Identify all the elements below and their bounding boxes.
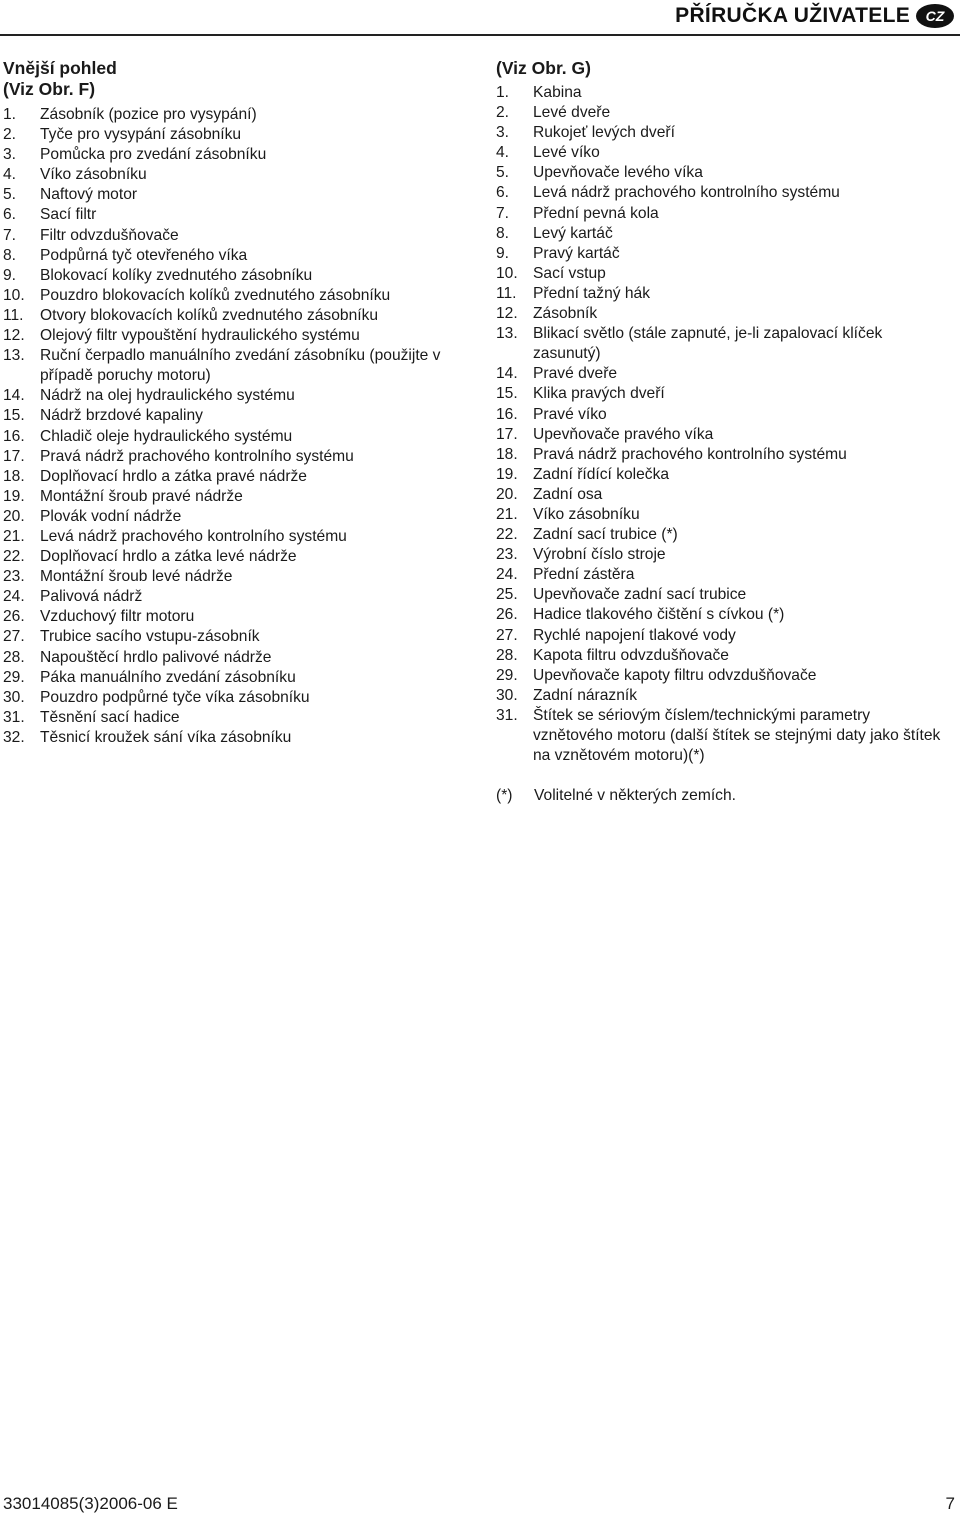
left-item-list: [3, 105, 473, 748]
left-title-line1: Vnější pohled: [3, 58, 117, 78]
item-text: Otvory blokovacích kolíků zvednutého zásobníku: [40, 306, 379, 324]
item-number: 6.: [3, 206, 17, 224]
item-text: Ruční čerpadlo manuálního zvedání zásobníku (použijte v případě poruchy motoru): [40, 347, 441, 385]
list-item: [3, 306, 473, 326]
list-item: [496, 224, 946, 244]
left-section-title: [3, 58, 473, 100]
item-text: Sací filtr: [40, 206, 97, 224]
item-number: 22.: [3, 548, 25, 566]
item-text: Levé víko: [533, 144, 600, 162]
list-item: [3, 507, 473, 527]
item-text: Zadní nárazník: [533, 686, 638, 704]
item-number: 10.: [3, 286, 25, 304]
item-number: 26.: [496, 606, 518, 624]
item-text: Plovák vodní nádrže: [40, 507, 182, 525]
list-item: [496, 425, 946, 445]
item-number: 1.: [496, 84, 510, 101]
item-text: Klika pravých dveří: [533, 385, 665, 403]
item-text: Doplňovací hrdlo a zátka pravé nádrže: [40, 467, 307, 485]
list-item: [3, 427, 473, 447]
item-text: Rukojeť levých dveří: [533, 124, 675, 142]
item-text: Levé dveře: [533, 104, 611, 122]
item-text: Přední pevná kola: [533, 204, 659, 222]
item-number: 24.: [3, 588, 25, 606]
item-text: Pravé víko: [533, 405, 607, 423]
item-text: Pravé dveře: [533, 365, 618, 383]
item-text: Upevňovače levého víka: [533, 164, 703, 182]
right-item-list: [496, 83, 946, 766]
item-number: 16.: [496, 405, 518, 423]
item-number: 10.: [496, 264, 518, 282]
page-footer: [3, 1494, 955, 1514]
item-text: Zadní osa: [533, 485, 603, 503]
list-item: [496, 284, 946, 304]
list-item: [496, 666, 946, 686]
item-text: Napouštěcí hrdlo palivové nádrže: [40, 648, 272, 666]
item-number: 23.: [496, 546, 518, 564]
item-number: 19.: [3, 487, 25, 505]
item-number: 25.: [496, 586, 518, 604]
list-item: [496, 304, 946, 324]
header-title: PŘÍRUČKA UŽIVATELE: [675, 4, 910, 27]
list-item: [3, 587, 473, 607]
list-item: [3, 467, 473, 487]
list-item: [496, 123, 946, 143]
item-number: 2.: [3, 126, 17, 144]
item-text: Zásobník: [533, 305, 598, 323]
list-item: [3, 547, 473, 567]
list-item: [3, 246, 473, 266]
item-number: 6.: [496, 184, 510, 202]
list-item: [496, 83, 946, 103]
item-text: Štítek se sériovým číslem/technickými parametry vznětového motoru (další štítek se stejnými daty jako štítek na vznětovém motoru)(*): [533, 706, 941, 765]
list-item: [3, 728, 473, 748]
list-item: [3, 527, 473, 547]
list-item: [496, 646, 946, 666]
item-number: 8.: [496, 224, 510, 242]
item-number: 8.: [3, 246, 17, 264]
item-number: 27.: [496, 626, 518, 644]
item-number: 11.: [496, 284, 517, 302]
list-item: [496, 525, 946, 545]
item-text: Přední zástěra: [533, 566, 635, 584]
list-item: [3, 105, 473, 125]
list-item: [3, 326, 473, 346]
item-number: 7.: [496, 204, 510, 222]
item-text: Podpůrná tyč otevřeného víka: [40, 246, 248, 264]
list-item: [496, 686, 946, 706]
item-text: Doplňovací hrdlo a zátka levé nádrže: [40, 548, 297, 566]
item-text: Pravá nádrž prachového kontrolního systému: [533, 445, 847, 463]
list-item: [496, 626, 946, 646]
list-item: [3, 487, 473, 507]
item-number: 15.: [496, 385, 518, 403]
item-number: 28.: [3, 648, 25, 666]
list-item: [3, 708, 473, 728]
document-code: 33014085(3)2006-06 E: [3, 1494, 178, 1513]
item-text: Blikací světlo (stále zapnuté, je-li zapalovací klíček zasunutý): [533, 325, 883, 363]
header-rule: [0, 34, 960, 36]
page-header: [675, 0, 954, 32]
item-number: 5.: [3, 186, 17, 204]
item-number: 29.: [3, 668, 25, 686]
item-text: Olejový filtr vypouštění hydraulického systému: [40, 327, 360, 345]
item-text: Levá nádrž prachového kontrolního systému: [40, 527, 347, 545]
item-text: Vzduchový filtr motoru: [40, 608, 195, 626]
item-text: Upevňovače zadní sací trubice: [533, 586, 747, 604]
item-number: 15.: [3, 407, 25, 425]
item-number: 4.: [496, 144, 510, 162]
item-text: Zadní sací trubice (*): [533, 526, 678, 544]
item-text: Těsnění sací hadice: [40, 708, 180, 726]
list-item: [496, 706, 946, 766]
list-item: [496, 585, 946, 605]
footnote: [496, 786, 946, 806]
item-text: Výrobní číslo stroje: [533, 546, 666, 564]
list-item: [3, 567, 473, 587]
item-number: 30.: [496, 686, 518, 704]
item-number: 31.: [496, 706, 518, 724]
item-number: 12.: [3, 327, 25, 345]
item-number: 20.: [496, 485, 518, 503]
item-text: Pouzdro podpůrné tyče víka zásobníku: [40, 688, 310, 706]
list-item: [3, 386, 473, 406]
item-number: 9.: [3, 266, 17, 284]
item-text: Montážní šroub levé nádrže: [40, 568, 233, 586]
item-number: 27.: [3, 628, 25, 646]
item-number: 18.: [3, 467, 25, 485]
footnote-mark: (*): [496, 787, 513, 805]
item-number: 26.: [3, 608, 25, 626]
list-item: [3, 205, 473, 225]
item-text: Filtr odvzdušňovače: [40, 226, 179, 244]
left-title-line2: (Viz Obr. F): [3, 79, 96, 99]
list-item: [3, 145, 473, 165]
item-text: Palivová nádrž: [40, 588, 143, 606]
list-item: [3, 286, 473, 306]
list-item: [496, 163, 946, 183]
item-number: 3.: [496, 124, 510, 142]
item-number: 24.: [496, 566, 518, 584]
list-item: [3, 627, 473, 647]
list-item: [496, 405, 946, 425]
item-number: 2.: [496, 104, 510, 122]
item-number: 22.: [496, 526, 518, 544]
item-text: Upevňovače kapoty filtru odvzdušňovače: [533, 666, 817, 684]
item-number: 14.: [3, 387, 25, 405]
item-text: Kabina: [533, 84, 582, 101]
item-number: 23.: [3, 568, 25, 586]
item-text: Nádrž brzdové kapaliny: [40, 407, 203, 425]
right-section-title: (Viz Obr. G): [496, 58, 591, 78]
item-number: 31.: [3, 708, 25, 726]
item-number: 13.: [496, 325, 518, 343]
item-text: Blokovací kolíky zvednutého zásobníku: [40, 266, 313, 284]
list-item: [496, 384, 946, 404]
item-text: Upevňovače pravého víka: [533, 425, 714, 443]
item-text: Zadní řídící kolečka: [533, 465, 670, 483]
item-number: 7.: [3, 226, 17, 244]
item-text: Víko zásobníku: [40, 166, 147, 184]
list-item: [496, 485, 946, 505]
list-item: [3, 185, 473, 205]
list-item: [3, 266, 473, 286]
item-text: Páka manuálního zvedání zásobníku: [40, 668, 296, 686]
item-text: Levý kartáč: [533, 224, 613, 242]
list-item: [3, 406, 473, 426]
list-item: [3, 226, 473, 246]
list-item: [3, 648, 473, 668]
right-column: [496, 58, 946, 806]
left-column: [3, 58, 473, 748]
list-item: [496, 545, 946, 565]
item-number: 32.: [3, 728, 25, 746]
list-item: [496, 324, 946, 364]
list-item: [3, 607, 473, 627]
item-text: Přední tažný hák: [533, 284, 651, 302]
item-number: 17.: [3, 447, 25, 465]
item-number: 20.: [3, 507, 25, 525]
item-text: Zásobník (pozice pro vysypání): [40, 106, 257, 123]
list-item: [3, 668, 473, 688]
item-text: Hadice tlakového čištění s cívkou (*): [533, 606, 785, 624]
list-item: [496, 143, 946, 163]
item-number: 14.: [496, 365, 518, 383]
item-text: Naftový motor: [40, 186, 138, 204]
item-text: Sací vstup: [533, 264, 606, 282]
list-item: [3, 165, 473, 185]
item-number: 16.: [3, 427, 25, 445]
list-item: [496, 505, 946, 525]
list-item: [496, 183, 946, 203]
item-text: Tyče pro vysypání zásobníku: [40, 126, 242, 144]
list-item: [496, 465, 946, 485]
item-number: 11.: [3, 306, 24, 324]
list-item: [496, 605, 946, 625]
item-text: Nádrž na olej hydraulického systému: [40, 387, 295, 405]
list-item: [496, 244, 946, 264]
list-item: [496, 204, 946, 224]
list-item: [3, 346, 473, 386]
language-badge: CZ: [916, 4, 954, 28]
item-number: 17.: [496, 425, 518, 443]
list-item: [3, 125, 473, 145]
item-number: 18.: [496, 445, 518, 463]
item-number: 13.: [3, 347, 25, 365]
list-item: [496, 445, 946, 465]
item-text: Kapota filtru odvzdušňovače: [533, 646, 729, 664]
item-number: 28.: [496, 646, 518, 664]
item-text: Pravá nádrž prachového kontrolního systému: [40, 447, 354, 465]
footnote-text: Volitelné v některých zemích.: [534, 787, 736, 805]
item-number: 30.: [3, 688, 25, 706]
item-number: 19.: [496, 465, 518, 483]
item-number: 9.: [496, 244, 510, 262]
item-number: 21.: [496, 505, 518, 523]
item-number: 5.: [496, 164, 510, 182]
item-text: Chladič oleje hydraulického systému: [40, 427, 293, 445]
item-text: Pomůcka pro zvedání zásobníku: [40, 146, 267, 164]
list-item: [496, 103, 946, 123]
item-number: 29.: [496, 666, 518, 684]
item-text: Montážní šroub pravé nádrže: [40, 487, 243, 505]
item-number: 3.: [3, 146, 17, 164]
page-number: 7: [945, 1494, 955, 1513]
item-text: Trubice sacího vstupu-zásobník: [40, 628, 260, 646]
item-number: 12.: [496, 305, 518, 323]
list-item: [496, 565, 946, 585]
list-item: [3, 447, 473, 467]
item-number: 21.: [3, 527, 25, 545]
item-text: Pravý kartáč: [533, 244, 620, 262]
list-item: [496, 364, 946, 384]
item-text: Těsnicí kroužek sání víka zásobníku: [40, 728, 292, 746]
list-item: [496, 264, 946, 284]
item-text: Pouzdro blokovacích kolíků zvednutého zásobníku: [40, 286, 391, 304]
item-text: Levá nádrž prachového kontrolního systému: [533, 184, 840, 202]
item-text: Rychlé napojení tlakové vody: [533, 626, 736, 644]
item-text: Víko zásobníku: [533, 505, 640, 523]
list-item: [3, 688, 473, 708]
item-number: 1.: [3, 106, 17, 123]
item-number: 4.: [3, 166, 17, 184]
